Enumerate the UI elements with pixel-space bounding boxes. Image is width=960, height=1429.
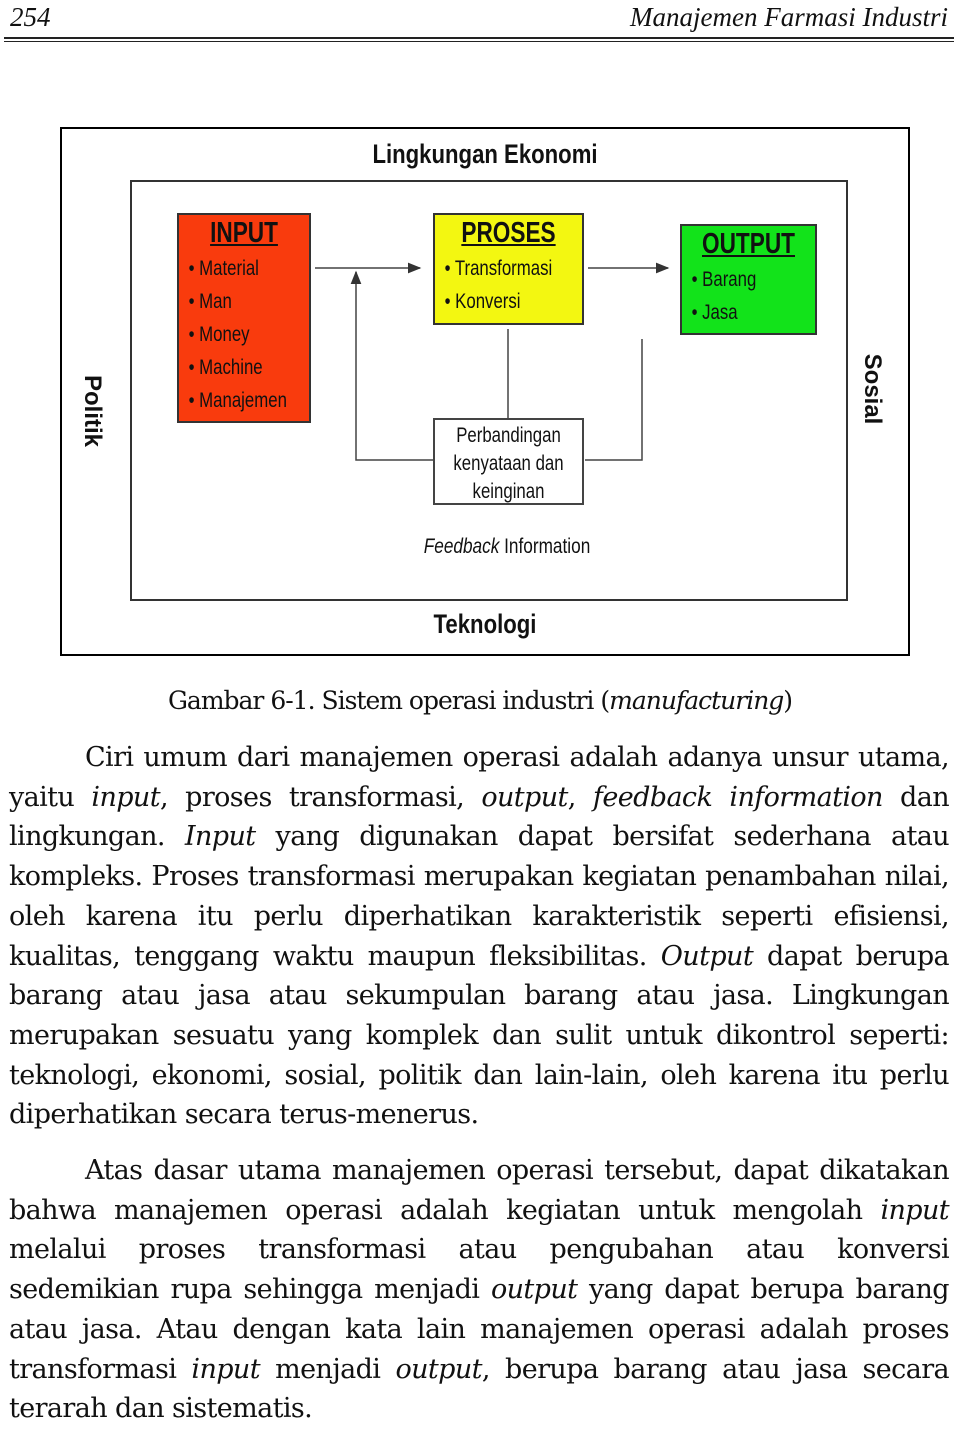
input-item: • Machine [179,351,283,384]
text-run: Atas dasar utama manajemen operasi tersebut, dapat dikatakan bahwa manajemen operasi adalah kegiatan untuk mengolah [9,1155,949,1226]
label-teknologi: Teknologi [433,609,537,639]
feedback-information-label [355,535,658,559]
text-run: , proses transformasi, [159,781,482,813]
text-run: , berupa barang atau jasa secara terarah dan sistematis. [9,1353,949,1425]
text-run: , [567,781,593,813]
header-rule-thin [4,41,954,42]
text-run: yang digunakan dapat bersifat sederhana atau kompleks. Proses transformasi merupakan kegiatan penambahan nilai, oleh karena itu perlu diperhatikan karakteristik seperti efisiensi, kualitas, tenggang waktu maupun fleksibilitas. [9,821,949,972]
operations-system-diagram [60,127,910,656]
italic-run: input [91,781,160,813]
output-list [682,263,815,329]
feedback-line-output [585,339,642,460]
page-number: 254 [10,2,51,32]
text-run: dan lingkungan. [9,781,949,853]
header-rule-thick [4,37,954,39]
text-run: yang dapat berupa barang atau jasa. Atau dengan kata lain manajemen operasi adalah proses transformasi [9,1274,949,1385]
output-box [680,224,817,335]
input-title: INPUT [210,217,278,249]
input-item: • Manajemen [179,384,283,417]
label-politik-text: Politik [79,374,106,448]
label-sosial [852,353,892,425]
comparison-line: keinginan [472,480,545,503]
input-item: • Material [179,252,283,285]
text-run: melalui proses transformasi atau pengubahan atau konversi sedemikian rupa sehingga menjadi [9,1234,949,1306]
italic-run: output [395,1353,482,1385]
feedback-rest: Information [499,535,591,558]
output-item: • Jasa [682,296,788,329]
output-item: • Barang [682,263,788,296]
figure-caption [0,686,960,715]
body-paragraph-2 [9,1151,949,1429]
proses-list [435,252,582,318]
text-run: dapat berupa barang atau jasa atau sekumpulan barang atau jasa. Lingkungan merupakan sesuatu yang komplek dan sulit untuk dikontrol seperti: teknologi, ekonomi, sosial, politik dan lain-lain, oleh karena itu perlu diperhatikan secara terus-menerus. [9,940,949,1131]
italic-run: output [490,1274,578,1306]
input-box [177,213,311,423]
running-title: Manajemen Farmasi Industri [630,2,948,32]
body-paragraph-1 [9,738,949,1135]
output-title: OUTPUT [702,228,795,260]
label-politik [72,374,112,448]
italic-run: input [191,1353,260,1385]
italic-run: input [880,1194,949,1226]
comparison-line: kenyataan dan [453,452,564,475]
text-run: Ciri umum dari manajemen operasi adalah adanya unsur utama, yaitu [9,742,949,813]
feedback-line-input [356,272,433,460]
label-lingkungan-ekonomi: Lingkungan Ekonomi [372,139,598,169]
italic-run: Output [660,940,754,972]
italic-run: output [481,781,568,813]
caption-suffix: ) [783,686,793,715]
feedback-italic: Feedback [423,535,500,558]
input-list [179,252,309,417]
page-header [10,2,948,36]
input-item: • Man [179,285,283,318]
proses-item: • Konversi [435,285,553,318]
text-run: menjadi [259,1353,396,1385]
label-sosial-text: Sosial [859,353,886,425]
proses-box [433,213,584,325]
italic-run: Input [184,821,256,853]
italic-run: feedback information [592,781,883,813]
caption-prefix: Gambar 6-1. Sistem operasi industri ( [167,686,610,715]
proses-item: • Transformasi [435,252,553,285]
caption-italic: manufacturing [609,686,784,715]
proses-title: PROSES [461,217,556,249]
comparison-box [433,418,584,505]
comparison-line: Perbandingan [456,424,561,447]
input-item: • Money [179,318,283,351]
